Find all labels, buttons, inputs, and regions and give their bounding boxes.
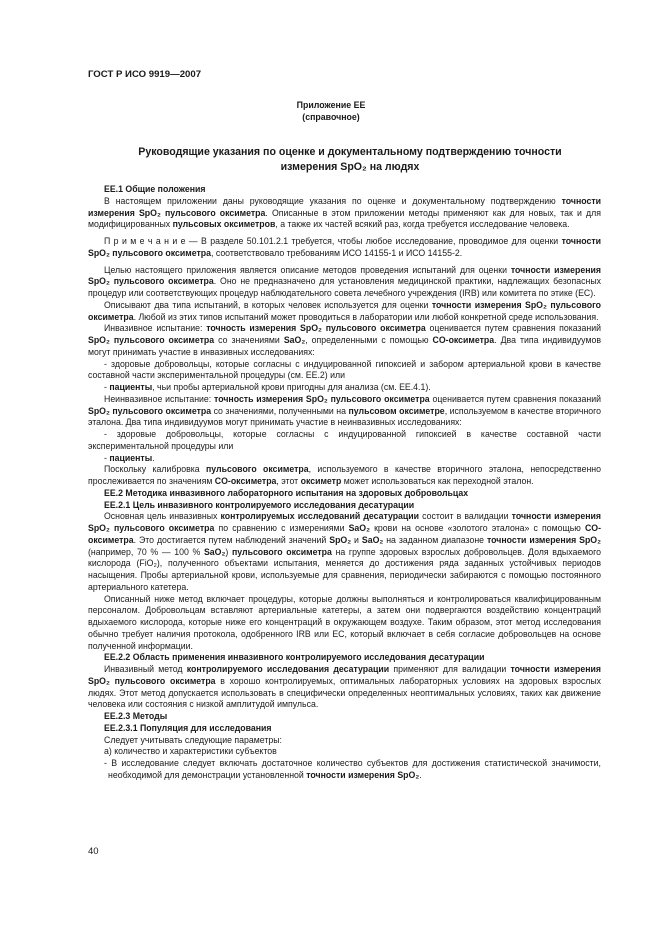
bold-term: точности измерения SpO₂ пульсового оксиметра [88,664,602,686]
text-run: Описанный ниже метод включает процедуры, которые должны выполняться и контролироваться квалифицированным персоналом. Добровольцам вставляют артериальные катетеры, а затем они подвергаются воздействию концентраций вдыхаемого кислорода, которые ниже его концентраций в окружающем воздухе. Таким образом, этот метод исследования обычно требует наличия протокола, одобренного IRB или EC, который включает в себя согласие добровольцев на основе полученной информации. [88,593,601,651]
bold-term: точности SpO₂ пульсового оксиметра [88,236,601,258]
text-run: ЕЕ.2 Методика инвазивного лабораторного испытания на здоровых добровольцах [104,487,469,498]
text-run: . Оно не предназначено для установления медицинской практики, надлежащих безопасных процедур или соответствующих процедур наблюдательного совета лечебного учреждения (IRB) или комитета по этике (EC). [88,276,601,298]
text-run: Следует учитывать следующие параметры: [104,734,282,745]
text-run: . Описанные в этом приложении методы применяют как для новых, так и для модифицированных [88,207,601,230]
bold-term: точности измерения SpO₂ [486,534,601,545]
text-run: В настоящем приложении даны руководящие указания по оценке и документальному подтверждению [104,195,562,206]
text-run: - [104,452,110,463]
text-run: ЕЕ.2.2 Область применения инвазивного контролируемого исследования десатурации [104,652,485,663]
paragraph [88,511,601,593]
paragraph [88,664,601,711]
section-title-line-2: измерения SpO₂ на людях [280,160,420,173]
text-run: Целью настоящего приложения является описание методов проведения испытаний для оценки [104,264,511,275]
bold-term: точность измерения SpO₂ пульсового оксиметра [206,323,426,334]
text-run: , а также их частей всякий раз, когда требуется исследование человека. [275,219,570,230]
appendix-label: Приложение ЕЕ [296,100,366,110]
bold-term: SaO₂ [361,534,384,545]
paragraph [88,453,601,465]
text-run: П р и м е ч а н и е — В разделе 50.101.2.1 требуется, чтобы любое исследование, проводимое для оценки [104,236,562,246]
bold-term: точности измерения SpO₂ пульсового оксиметра [88,299,601,322]
text-run: оценивается путем сравнения показаний [425,323,601,334]
paragraph [88,746,601,758]
bold-term: пульсовом оксиметре [348,405,445,416]
appendix-kind: (справочное) [302,112,360,122]
text-run: , определенными с помощью [305,335,433,345]
text-run: крови на основе «золотого эталона» с помощью [369,523,585,533]
text-run: (например, 70 % — 100 % [88,546,204,557]
section-heading [88,488,601,500]
bold-term: SpO₂ [329,534,352,545]
paragraph [88,300,601,324]
text-run: , соответствовало требованиям ИСО 14155-1 и ИСО 14155-2. [210,247,463,258]
bold-term: пациенты [109,382,153,392]
paragraph [88,429,601,453]
text-run: а) количество и характеристики субъектов [104,746,277,757]
text-run: в хорошо контролируемых, оптимальных лабораторных условиях на здоровых взрослых людях. Этот метод допускается использовать в специфически определенных неоптимальных условиях, таких как движение человека или состояния с низкой амплитудой импульса. [88,675,601,710]
bold-term: пульсового оксиметра [206,464,309,475]
text-run: ЕЕ.2.3.1 Популяция для исследования [104,722,272,733]
text-run: - В исследование следует включать достаточное количество субъектов для достижения статистической значимости, необходимой для демонстрации установленной [104,758,601,780]
text-run: - здоровые добровольцы, которые согласны с индуцированной гипоксией и забором артериальной крови в качестве составной части экспериментальной процедуры (см. ЕЕ.2) или [88,358,601,381]
bold-term: SaO₂ [348,523,370,533]
bold-term: SpO₂ пульсового оксиметра [88,335,215,345]
bold-term: пульсовых оксиметров [172,219,276,230]
bold-term: точность измерения SpO₂ пульсового оксиметра [214,393,430,404]
bold-term: SpO₂ пульсового оксиметра [88,405,212,416]
appendix-heading [0,99,662,123]
text-run: на группе здоровых взрослых добровольцев. Доля вдыхаемого кислорода (FiO₂), полученного объектами испытания, меняется до достижения ряда заданных устойчивых периодов насыщения. Пробы артериальной крови, используемые для сравнения, периодически забираются с помощью постоянного артериального катетера. [88,546,601,592]
paragraph [88,464,601,488]
paragraph [88,265,601,300]
paragraph [88,394,601,429]
text-run: . Любой из этих типов испытаний может проводиться в лаборатории или любой конкретной среде использования. [133,311,599,322]
text-run: и [351,534,362,545]
bold-term: точности измерения SpO₂ пульсового оксиметра [88,511,602,533]
paragraph [88,196,601,231]
text-run: может использоваться как переходной эталон. [341,476,534,486]
text-run: Инвазивный метод [104,664,187,674]
text-run: , этот [276,476,301,486]
text-run: Описывают два типа испытаний, в которых человек используется для оценки [104,299,432,310]
paragraph [88,758,601,782]
paragraph [88,382,601,394]
section-heading [88,723,601,735]
text-run: на заданном диапазоне [383,534,487,545]
paragraph [88,735,601,747]
text-run: . [152,452,155,463]
bold-term: CO-оксиметра [88,523,601,545]
text-run: состоит в валидации [419,511,512,522]
section-heading [88,652,601,664]
text-run: . Два типа индивидуумов могут принимать участие в инвазивных исследованиях: [88,335,601,357]
text-run: - [104,382,110,392]
text-run: Основная цель инвазивных [104,511,221,522]
section-heading [88,711,601,723]
text-run: . [419,769,422,780]
bold-term: пациенты [109,452,153,463]
text-run: . Это достигается путем наблюдений значений [133,534,330,545]
text-run: ЕЕ.1 Общие положения [104,184,206,194]
bold-term: точности измерения SpO₂ пульсового оксиметра [88,195,601,218]
text-run: , используемом в качестве вторичного эталона. Два типа индивидуумов могут принимать участие в неинвазивных исследованиях: [88,405,602,428]
text-run: со значениями [214,335,284,345]
text-run: - здоровые добровольцы, которые согласны с индуцированной гипоксией в качестве составной части экспериментальной процедуры или [88,429,601,451]
text-run: ) [225,546,232,557]
bold-term: пульсового оксиметра [231,546,332,557]
bold-term: точности измерения SpO₂ [306,769,420,780]
bold-term: оксиметр [300,476,342,486]
bold-term: контролируемого исследования десатурации [186,664,390,674]
bold-term: CO-оксиметра [214,476,277,486]
text-run: по сравнению с измерениями [214,523,349,533]
document-code-header: ГОСТ Р ИСО 9919—2007 [88,69,202,80]
bold-term: SaO₂ [283,335,306,345]
bold-term: CO-оксиметра [432,335,495,345]
bold-term: точности измерения SpO₂ пульсового оксиметра [88,264,601,287]
section-heading [88,184,601,196]
paragraph [88,594,601,653]
paragraph [88,236,601,260]
page-number: 40 [88,846,99,857]
text-run: Поскольку калибровка [104,464,206,475]
text-run: ЕЕ.2.3 Методы [104,711,168,721]
section-title [100,145,600,174]
section-title-line-1: Руководящие указания по оценке и документальному подтверждению точности [138,146,562,158]
text-run: оценивается путем сравнения показаний [429,393,601,404]
bold-term: контролируемых исследований десатурации [220,511,420,522]
text-run: Инвазивное испытание: [104,323,207,334]
text-run: , используемого в качестве вторичного эталона, непосредственно прослеживается по значениям [88,464,601,486]
text-run: Неинвазивное испытание: [104,393,215,404]
bold-term: SaO₂ [203,546,226,557]
text-run: , чьи пробы артериальной крови пригодны для анализа (см. ЕЕ.4.1). [152,382,431,392]
text-run: со значениями, полученными на [211,405,349,416]
text-run: ЕЕ.2.1 Цель инвазивного контролируемого исследования десатурации [104,499,415,510]
text-run: применяют для валидации [389,664,511,674]
paragraph [88,359,601,383]
document-body [88,184,601,782]
section-heading [88,500,601,512]
paragraph [88,323,601,358]
